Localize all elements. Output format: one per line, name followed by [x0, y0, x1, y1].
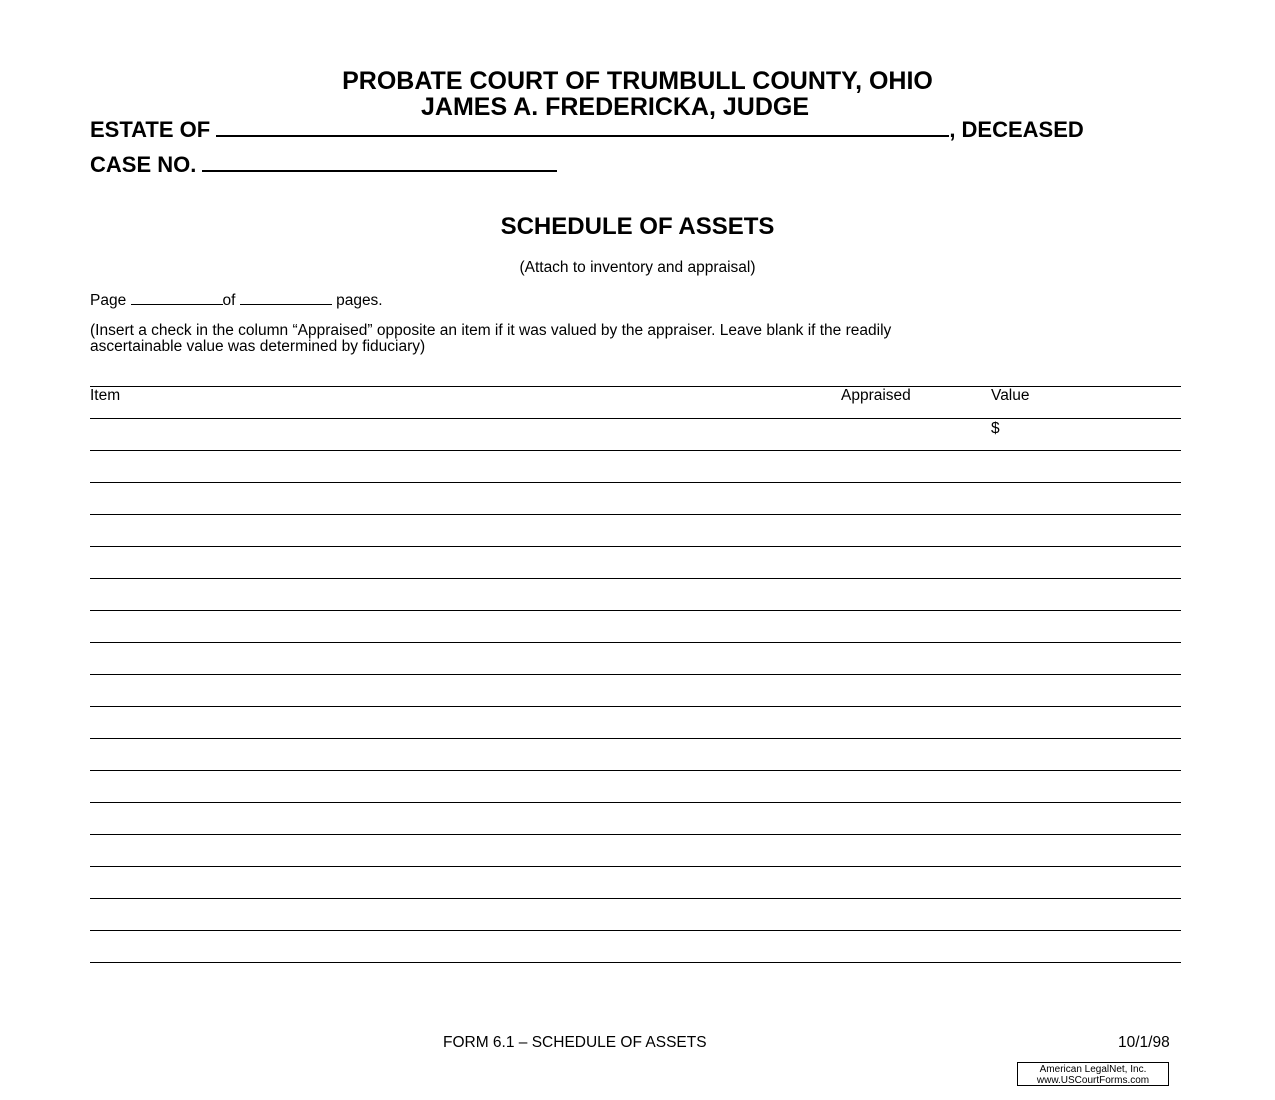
form-title: SCHEDULE OF ASSETS	[500, 213, 775, 240]
table-row-rule	[90, 738, 1181, 739]
dollar-sign: $	[991, 420, 1000, 437]
total-pages-field[interactable]	[240, 291, 332, 305]
column-header-value: Value	[991, 387, 1030, 404]
court-title: PROBATE COURT OF TRUMBULL COUNTY, OHIO	[342, 67, 933, 95]
form-subtitle: (Attach to inventory and appraisal)	[519, 259, 756, 276]
estate-label: ESTATE OF	[90, 117, 211, 142]
form-number: FORM 6.1 – SCHEDULE OF ASSETS	[443, 1034, 707, 1051]
estate-name-field[interactable]	[216, 135, 949, 137]
column-header-item: Item	[90, 387, 121, 404]
instructions	[90, 323, 891, 355]
publisher-stamp	[1017, 1062, 1169, 1086]
judge-name: JAMES A. FREDERICKA, JUDGE	[421, 93, 810, 121]
table-row-rule	[90, 834, 1181, 835]
table-row-rule	[90, 642, 1181, 643]
table-row-rule	[90, 962, 1181, 963]
table-row-rule	[90, 898, 1181, 899]
case-label: CASE NO.	[90, 152, 197, 177]
table-row-rule	[90, 802, 1181, 803]
stamp-line-1: American LegalNet, Inc.	[1039, 1064, 1147, 1075]
table-row-rule	[90, 418, 1181, 419]
table-row-rule	[90, 706, 1181, 707]
estate-line	[90, 117, 1084, 143]
instruction-line-2: ascertainable value was determined by fiduciary)	[90, 338, 426, 355]
page-number-field[interactable]	[131, 291, 223, 305]
table-row-rule	[90, 674, 1181, 675]
table-row-rule	[90, 546, 1181, 547]
case-number-field[interactable]	[202, 170, 557, 172]
of-label: of	[222, 292, 236, 309]
pages-label: pages.	[336, 292, 383, 309]
case-line	[90, 152, 557, 178]
table-row-rule	[90, 578, 1181, 579]
table-row-rule	[90, 866, 1181, 867]
table-row-rule	[90, 930, 1181, 931]
column-header-appraised: Appraised	[841, 387, 911, 404]
table-row-rule	[90, 610, 1181, 611]
table-row-rule	[90, 514, 1181, 515]
page-label: Page	[90, 292, 127, 309]
deceased-label: , DECEASED	[949, 117, 1084, 142]
table-row-rule	[90, 770, 1181, 771]
page-count-line	[90, 291, 383, 310]
table-row-rule	[90, 450, 1181, 451]
table-row-rule	[90, 482, 1181, 483]
instruction-line-1: (Insert a check in the column “Appraised” opposite an item if it was valued by the appraiser. Leave blank if the readily	[90, 322, 892, 339]
form-date: 10/1/98	[1118, 1034, 1170, 1051]
stamp-line-2: www.USCourtForms.com	[1036, 1075, 1150, 1086]
